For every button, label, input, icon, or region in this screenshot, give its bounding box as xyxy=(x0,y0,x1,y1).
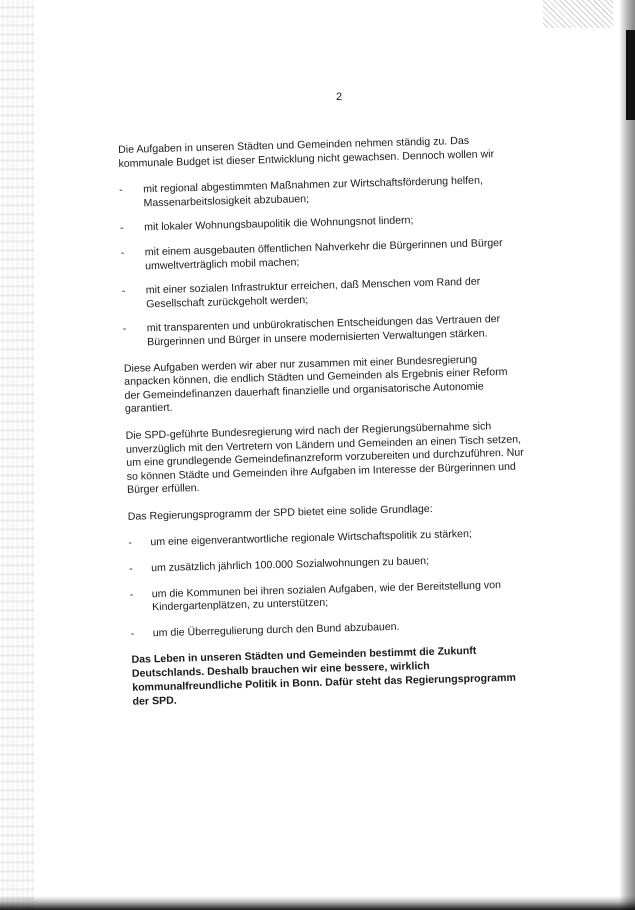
list-item-text: mit einem ausgebauten öffentlichen Nahverkehr die Bürgerinnen und Bürger umweltverträglich mobil machen; xyxy=(144,236,503,272)
goals-list xyxy=(119,174,523,351)
program-list xyxy=(128,527,531,641)
scan-corner-noise xyxy=(543,0,613,28)
dash-bullet: - xyxy=(122,323,127,336)
intro-paragraph: Die Aufgaben in unseren Städten und Gemeinden nehmen ständig zu. Das kommunale Budget ist dieser Entwicklung nicht gewachsen. Dennoch wollen wir xyxy=(118,134,495,170)
dash-bullet: - xyxy=(128,537,133,550)
list-item-text: um eine eigenverantwortliche regionale Wirtschaftspolitik zu stärken; xyxy=(150,528,472,549)
dash-bullet: - xyxy=(119,184,123,197)
scan-edge-right xyxy=(619,0,635,910)
dash-bullet: - xyxy=(121,285,126,298)
list-item xyxy=(120,212,520,236)
list-item-text: um die Überregulierung durch den Bund abzubauen. xyxy=(152,620,400,640)
spd-government-paragraph: Die SPD-geführte Bundesregierung wird nach der Regierungsübernahme sich unverzüglich mit den Vertretern von Ländern und Gemeinden an einen Tisch setzen, um eine grundlegende Gemeindefinanzreform vorzubereiten und durchzuführen. Nur so können Städte und Gemeinden ihre Aufgaben im Interesse der Bürgerinnen und Bürger erfüllen. xyxy=(125,420,524,497)
dash-bullet: - xyxy=(120,222,124,235)
dash-bullet: - xyxy=(120,246,125,259)
dash-bullet: - xyxy=(128,562,133,575)
list-item xyxy=(129,552,529,576)
page-number: 2 xyxy=(336,91,343,103)
list-item-text: mit einer sozialen Infrastruktur erreichen, daß Menschen vom Rand der Gesellschaft zurückgeholt werden; xyxy=(145,275,481,311)
closing-paragraph: Das Leben in unseren Städten und Gemeinden bestimmt die Zukunft Deutschlands. Deshalb brauchen wir eine bessere, wirklich kommunalfreundliche Politik in Bonn. Dafür steht das Regierungsprogramm der SPD. xyxy=(131,645,517,709)
list-item-text: mit transparenten und unbürokratischen Entscheidungen das Vertrauen der Bürgerinnen und Bürger in unsere modernisierten Verwaltungen stärken. xyxy=(146,313,501,349)
list-item xyxy=(131,617,531,641)
scan-edge-left xyxy=(0,0,34,910)
program-paragraph: Das Regierungsprogramm der SPD bietet eine solide Grundlage: xyxy=(127,502,433,523)
list-item xyxy=(121,236,522,274)
list-item xyxy=(130,578,531,616)
list-item-text: mit lokaler Wohnungsbaupolitik die Wohnungsnot lindern; xyxy=(144,214,414,234)
scan-edge-bottom xyxy=(0,896,635,910)
list-item-text: um die Kommunen bei ihren sozialen Aufgaben, wie der Bereitstellung von Kindergartenplätzen, zu unterstützen; xyxy=(151,578,502,614)
dash-bullet: - xyxy=(129,588,134,601)
list-item-text: um zusätzlich jährlich 100.000 Sozialwohnungen zu bauen; xyxy=(150,555,430,575)
dash-bullet: - xyxy=(130,627,135,640)
list-item xyxy=(122,275,523,313)
list-item-text: mit regional abgestimmten Maßnahmen zur Wirtschaftsförderung helfen, Massenarbeitslosigkeit abzubauen; xyxy=(143,174,483,210)
scan-edge-mark xyxy=(626,30,635,120)
document-body xyxy=(118,134,533,723)
list-item xyxy=(119,174,520,212)
reform-paragraph: Diese Aufgaben werden wir aber nur zusammen mit einer Bundesregierung anpacken können, die endlich Städten und Gemeinden als Ergebnis einer Reform der Gemeindefinanzen dauerhaft finanzielle und organisatorische Autonomie garantiert. xyxy=(123,353,508,416)
list-item xyxy=(128,527,528,551)
list-item xyxy=(123,313,524,351)
